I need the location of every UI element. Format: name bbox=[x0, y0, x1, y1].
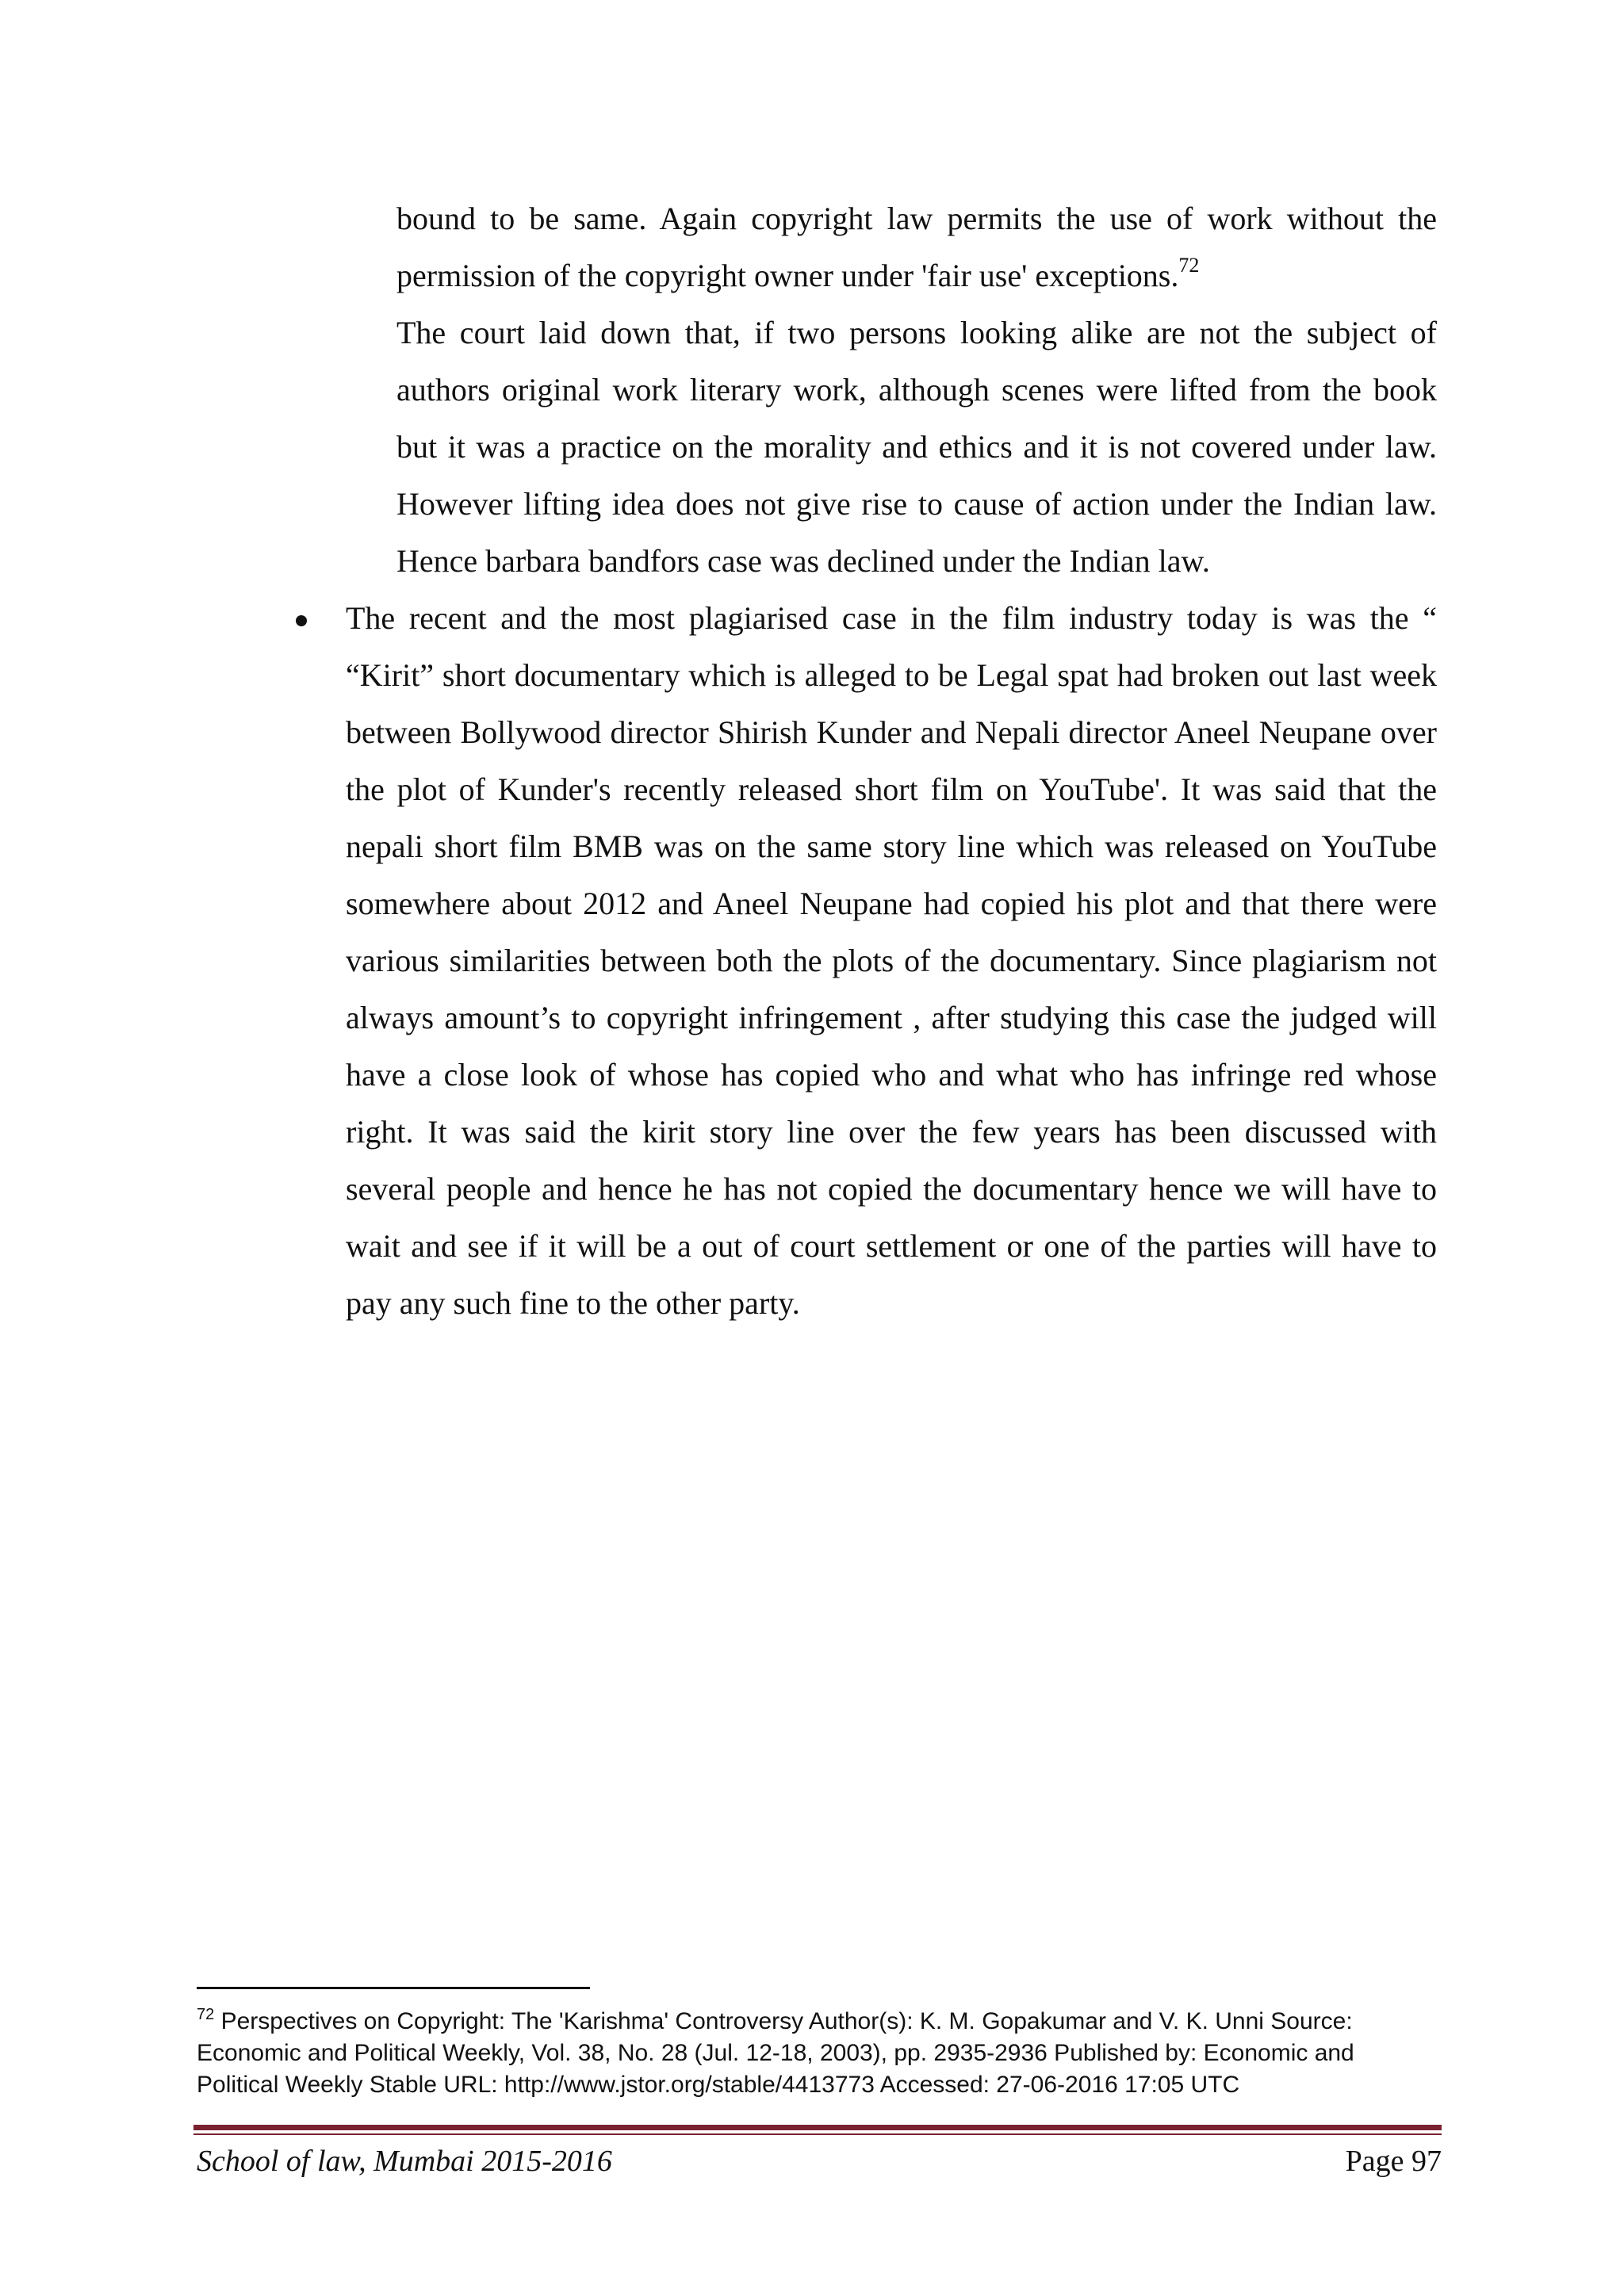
bullet-item-kirit-case: The recent and the most plagiarised case in the film industry today is was the “ “Kirit” short documentary which is alleged to be Legal spat had broken out last week between Bollywood director Shirish Kunder and Nepali director Aneel Neupane over the plot of Kunder's recently released short film on YouTube'. It was said that the nepali short film BMB was on the same story line which was released on YouTube somewhere about 2012 and Aneel Neupane had copied his plot and that there were various similarities between both the plots of the documentary. Since plagiarism not always amount’s to copyright infringement , after studying this case the judged will have a close look of whose has copied who and what who has infringe red whose right. It was said the kirit story line over the few years has been discussed with several people and hence he has not copied the documentary hence we will have to wait and see if it will be a out of court settlement or one of the parties will have to pay any such fine to the other party. bbox=[346, 600, 1437, 1321]
continuation-block bbox=[396, 190, 1437, 590]
page-number: Page 97 bbox=[1345, 2145, 1442, 2178]
paragraph-court-ruling: The court laid down that, if two persons looking alike are not the subject of authors original work literary work, although scenes were lifted from the book but it was a practice on the morality and ethics and it is not covered under law. However lifting idea does not give rise to cause of action under the Indian law. Hence barbara bandfors case was declined under the Indian law. bbox=[396, 315, 1437, 579]
footer-rule-thick bbox=[193, 2125, 1442, 2130]
footnote-text: Perspectives on Copyright: The 'Karishma' Controversy Author(s): K. M. Gopakumar and V. K. Unni Source: Economic and Political Weekly, Vol. 38, No. 28 (Jul. 12-18, 2003), pp. 2935-2936 Published by: Economic and Political Weekly Stable URL: http://www.jstor.org/stable/4413773 Accessed: 27-06-2016 17:05 UTC bbox=[197, 2008, 1354, 2098]
footer-rule-thin bbox=[193, 2133, 1442, 2135]
footnote bbox=[197, 2006, 1442, 2101]
footnote-separator bbox=[197, 1987, 590, 1989]
footer-institution: School of law, Mumbai 2015-2016 bbox=[197, 2145, 612, 2178]
footnote-reference: 72 bbox=[1178, 254, 1200, 277]
bullet-icon bbox=[296, 615, 307, 626]
paragraph-fair-use-text: bound to be same. Again copyright law permits the use of work without the permission of the copyright owner under 'fair use' exceptions. bbox=[396, 201, 1437, 293]
paragraph-fair-use bbox=[396, 190, 1437, 304]
footnote-number: 72 bbox=[197, 2006, 215, 2023]
